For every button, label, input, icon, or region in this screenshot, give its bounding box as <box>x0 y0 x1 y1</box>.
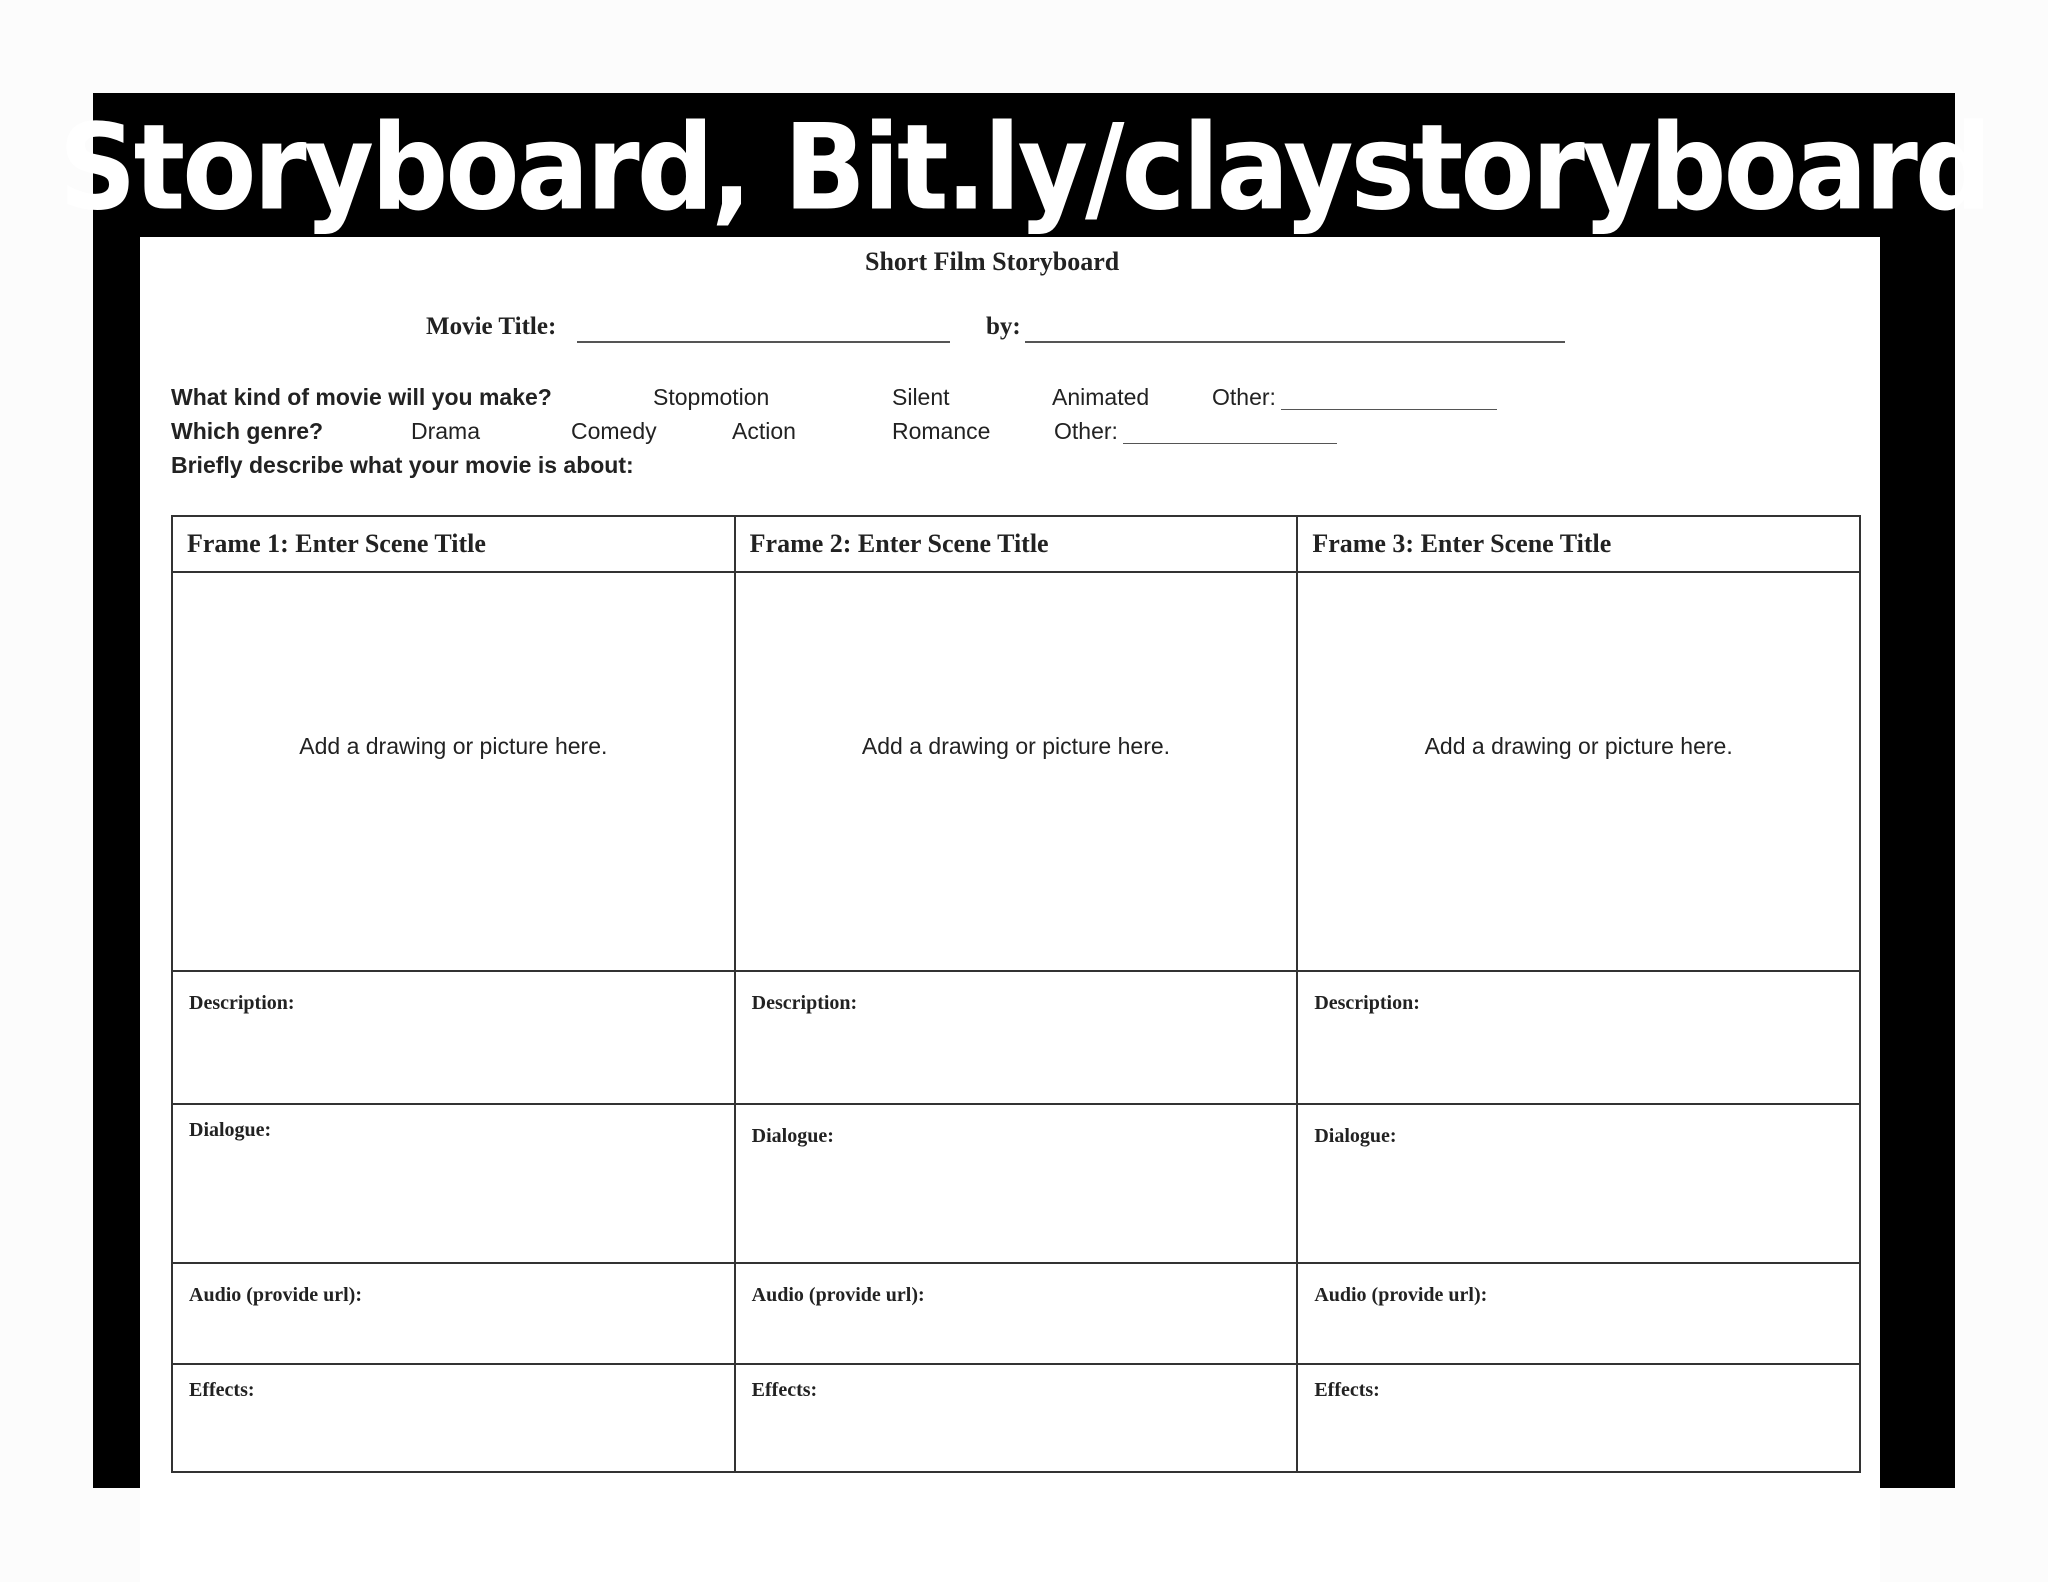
frame-title: Frame 2: Enter Scene Title <box>749 529 1049 558</box>
description-label: Description: <box>1314 992 1420 1014</box>
genre-option-comedy[interactable]: Comedy <box>571 418 657 444</box>
description-label: Description: <box>189 992 295 1014</box>
kind-option-animated[interactable]: Animated <box>1052 384 1150 410</box>
description-row <box>172 971 1860 1104</box>
drawing-hint: Add a drawing or picture here. <box>299 733 608 759</box>
kind-option-silent[interactable]: Silent <box>892 384 950 410</box>
frame-2-title-cell[interactable] <box>735 516 1298 572</box>
frame-3-title-cell[interactable] <box>1297 516 1860 572</box>
kind-option-other[interactable]: Other: <box>1212 384 1276 410</box>
frame-1-drawing-area[interactable] <box>172 572 735 971</box>
effects-row <box>172 1364 1860 1472</box>
effects-label: Effects: <box>751 1379 818 1401</box>
audio-label: Audio (provide url): <box>751 1284 925 1306</box>
frame-2-description-cell[interactable] <box>735 971 1298 1104</box>
frame-3-audio-cell[interactable] <box>1297 1263 1860 1364</box>
genre-other-field[interactable] <box>1123 443 1337 444</box>
slide-title: Storyboard, Bit.ly/claystoryboard <box>58 99 1990 238</box>
drawing-hint: Add a drawing or picture here. <box>1424 733 1733 759</box>
dialogue-row <box>172 1104 1860 1263</box>
movie-title-label: Movie Title: <box>426 313 557 340</box>
frame-title: Frame 1: Enter Scene Title <box>187 529 486 558</box>
frame-3-dialogue-cell[interactable] <box>1297 1104 1860 1263</box>
author-field[interactable] <box>1025 341 1565 343</box>
genre-option-romance[interactable]: Romance <box>892 418 991 444</box>
frame-1-effects-cell[interactable] <box>172 1364 735 1472</box>
audio-row <box>172 1263 1860 1364</box>
frame-1-title-cell[interactable] <box>172 516 735 572</box>
genre-question: Which genre? <box>171 418 324 444</box>
frame-2-dialogue-cell[interactable] <box>735 1104 1298 1263</box>
dialogue-label: Dialogue: <box>1314 1125 1397 1147</box>
effects-label: Effects: <box>189 1379 255 1401</box>
audio-label: Audio (provide url): <box>1314 1284 1488 1306</box>
audio-label: Audio (provide url): <box>189 1284 362 1306</box>
movie-title-field[interactable] <box>577 341 950 343</box>
describe-prompt: Briefly describe what your movie is about: <box>171 452 634 478</box>
effects-label: Effects: <box>1314 1379 1380 1401</box>
dialogue-label: Dialogue: <box>189 1119 272 1141</box>
frame-2-effects-cell[interactable] <box>735 1364 1298 1472</box>
storyboard-document <box>140 237 1880 1582</box>
document-heading: Short Film Storyboard <box>865 247 1120 276</box>
genre-option-other[interactable]: Other: <box>1054 418 1118 444</box>
frame-title-row <box>172 516 1860 572</box>
kind-other-field[interactable] <box>1281 409 1497 410</box>
frame-2-drawing-area[interactable] <box>735 572 1298 971</box>
kind-option-stopmotion[interactable]: Stopmotion <box>653 384 770 410</box>
drawing-hint: Add a drawing or picture here. <box>861 733 1171 759</box>
genre-option-drama[interactable]: Drama <box>411 418 481 444</box>
drawing-row <box>172 572 1860 971</box>
frame-3-effects-cell[interactable] <box>1297 1364 1860 1472</box>
frame-1-audio-cell[interactable] <box>172 1263 735 1364</box>
frame-2-audio-cell[interactable] <box>735 1263 1298 1364</box>
storyboard-table <box>171 515 1861 1473</box>
frame-1-description-cell[interactable] <box>172 971 735 1104</box>
description-label: Description: <box>751 992 858 1014</box>
frame-3-description-cell[interactable] <box>1297 971 1860 1104</box>
by-label: by: <box>986 313 1021 340</box>
frame-3-drawing-area[interactable] <box>1297 572 1860 971</box>
frame-title: Frame 3: Enter Scene Title <box>1312 529 1612 558</box>
genre-option-action[interactable]: Action <box>732 418 796 444</box>
frame-1-dialogue-cell[interactable] <box>172 1104 735 1263</box>
movie-kind-question: What kind of movie will you make? <box>171 384 552 410</box>
dialogue-label: Dialogue: <box>751 1125 834 1147</box>
